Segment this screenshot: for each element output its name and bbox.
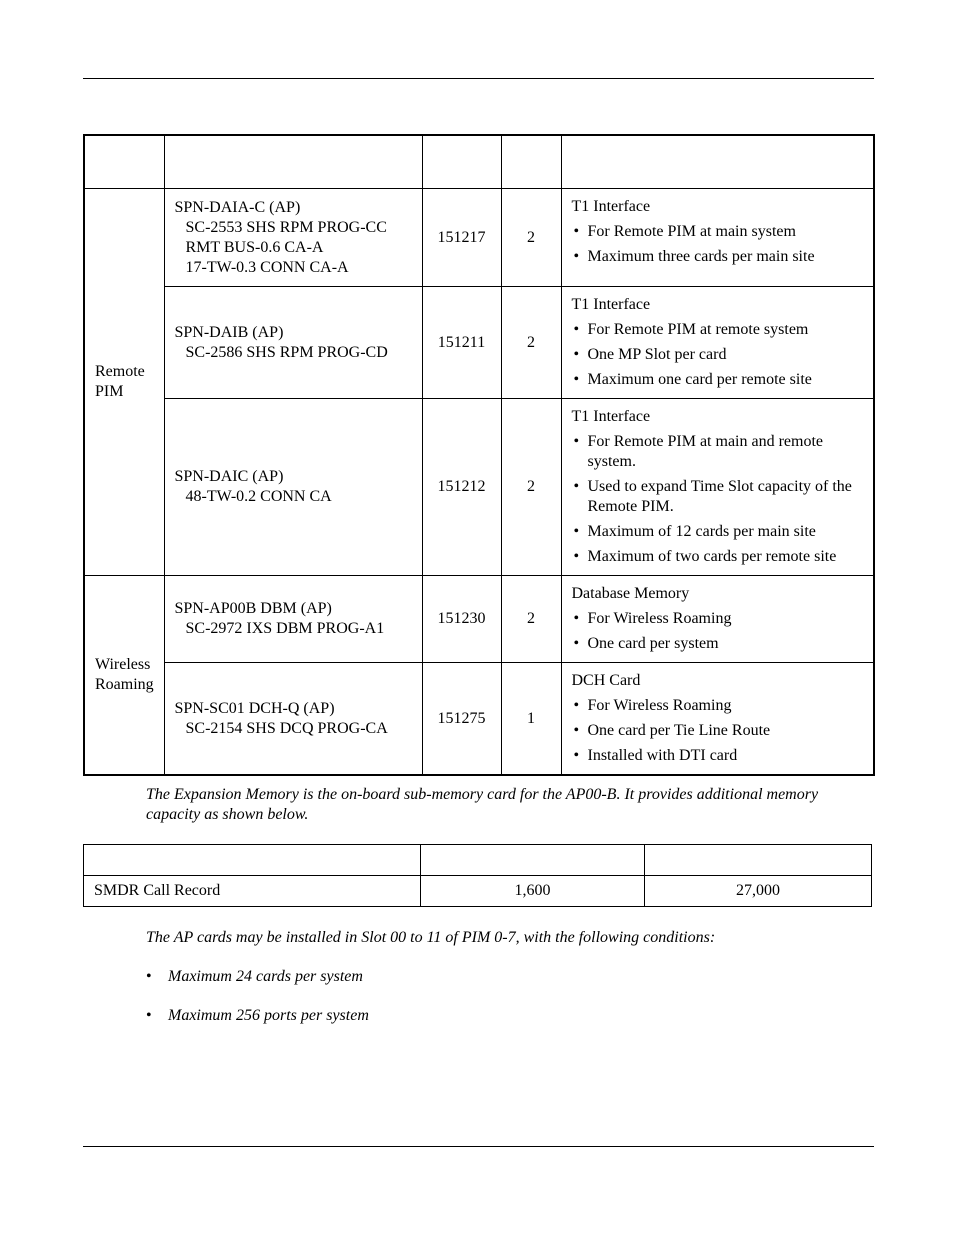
table-row xyxy=(84,663,874,776)
quantity-cell: 2 xyxy=(501,287,561,399)
header-cell xyxy=(84,845,421,876)
table-row xyxy=(84,189,874,287)
list-item: • For Wireless Roaming xyxy=(572,696,868,716)
memory-item-label: SMDR Call Record xyxy=(84,876,421,907)
header-rule xyxy=(83,78,874,79)
quantity-cell: 2 xyxy=(501,399,561,576)
list-item: • Maximum of 12 cards per main site xyxy=(572,522,868,542)
memory-value-cell: 1,600 xyxy=(421,876,645,907)
stock-code-cell: 151212 xyxy=(422,399,501,576)
quantity-cell: 2 xyxy=(501,189,561,287)
list-item: • Installed with DTI card xyxy=(572,746,868,766)
group-label-wireless-roaming: Wireless Roaming xyxy=(84,576,164,776)
header-cell xyxy=(421,845,645,876)
part-number-cell: SPN-DAIA-C (AP) SC-2553 SHS RPM PROG-CC RMT BUS-0.6 CA-A 17-TW-0.3 CONN CA-A xyxy=(164,189,422,287)
memory-capacity-table xyxy=(83,844,872,907)
list-item: • For Wireless Roaming xyxy=(572,609,868,629)
list-item: • Maximum of two cards per remote site xyxy=(572,547,868,567)
ap-card-table xyxy=(83,134,875,776)
list-item: • Maximum 24 cards per system xyxy=(146,968,363,985)
list-item: • For Remote PIM at main and remote system. xyxy=(572,432,868,472)
table-header-row xyxy=(84,845,872,876)
header-cell xyxy=(164,135,422,189)
header-cell xyxy=(84,135,164,189)
stock-code-cell: 151230 xyxy=(422,576,501,663)
description-cell: T1 Interface • For Remote PIM at main system • Maximum three cards per main site xyxy=(561,189,874,287)
bullet-icon: • xyxy=(146,968,152,985)
description-cell: Database Memory • For Wireless Roaming • One card per system xyxy=(561,576,874,663)
list-item: • Used to expand Time Slot capacity of the Remote PIM. xyxy=(572,477,868,517)
list-item: • Maximum three cards per main site xyxy=(572,247,868,267)
stock-code-cell: 151211 xyxy=(422,287,501,399)
quantity-cell: 2 xyxy=(501,576,561,663)
part-number-cell: SPN-DAIC (AP) 48-TW-0.2 CONN CA xyxy=(164,399,422,576)
list-item: • For Remote PIM at main system xyxy=(572,222,868,242)
part-number-cell: SPN-SC01 DCH-Q (AP) SC-2154 SHS DCQ PROG-CA xyxy=(164,663,422,776)
memory-value-cell: 27,000 xyxy=(645,876,872,907)
part-number-cell: SPN-DAIB (AP) SC-2586 SHS RPM PROG-CD xyxy=(164,287,422,399)
header-cell xyxy=(645,845,872,876)
bullet-icon: • xyxy=(146,1007,152,1024)
table-row xyxy=(84,287,874,399)
expansion-memory-note: The Expansion Memory is the on-board sub-memory card for the AP00-B. It provides additional memory capacity as shown below. xyxy=(146,786,819,823)
list-item: • Maximum 256 ports per system xyxy=(146,1007,369,1024)
description-cell: T1 Interface • For Remote PIM at main and remote system. • Used to expand Time Slot capacity of the Remote PIM. • Maximum of 12 cards per main site • Maximum of two cards per remote site xyxy=(561,399,874,576)
group-label-remote-pim: Remote PIM xyxy=(84,189,164,576)
description-cell: T1 Interface • For Remote PIM at remote system • One MP Slot per card • Maximum one card per remote site xyxy=(561,287,874,399)
quantity-cell: 1 xyxy=(501,663,561,776)
description-cell: DCH Card • For Wireless Roaming • One card per Tie Line Route • Installed with DTI card xyxy=(561,663,874,776)
list-item: • One card per Tie Line Route xyxy=(572,721,868,741)
header-cell xyxy=(561,135,874,189)
header-cell xyxy=(422,135,501,189)
table-row xyxy=(84,876,872,907)
table-row xyxy=(84,399,874,576)
table-header-row xyxy=(84,135,874,189)
part-number-cell: SPN-AP00B DBM (AP) SC-2972 IXS DBM PROG-A1 xyxy=(164,576,422,663)
header-cell xyxy=(501,135,561,189)
footer-rule xyxy=(83,1146,874,1147)
list-item: • Maximum one card per remote site xyxy=(572,370,868,390)
list-item: • One card per system xyxy=(572,634,868,654)
stock-code-cell: 151275 xyxy=(422,663,501,776)
list-item: • For Remote PIM at remote system xyxy=(572,320,868,340)
table-row xyxy=(84,576,874,663)
stock-code-cell: 151217 xyxy=(422,189,501,287)
list-item: • One MP Slot per card xyxy=(572,345,868,365)
conditions-intro: The AP cards may be installed in Slot 00 to 11 of PIM 0-7, with the following conditions: xyxy=(146,929,716,946)
